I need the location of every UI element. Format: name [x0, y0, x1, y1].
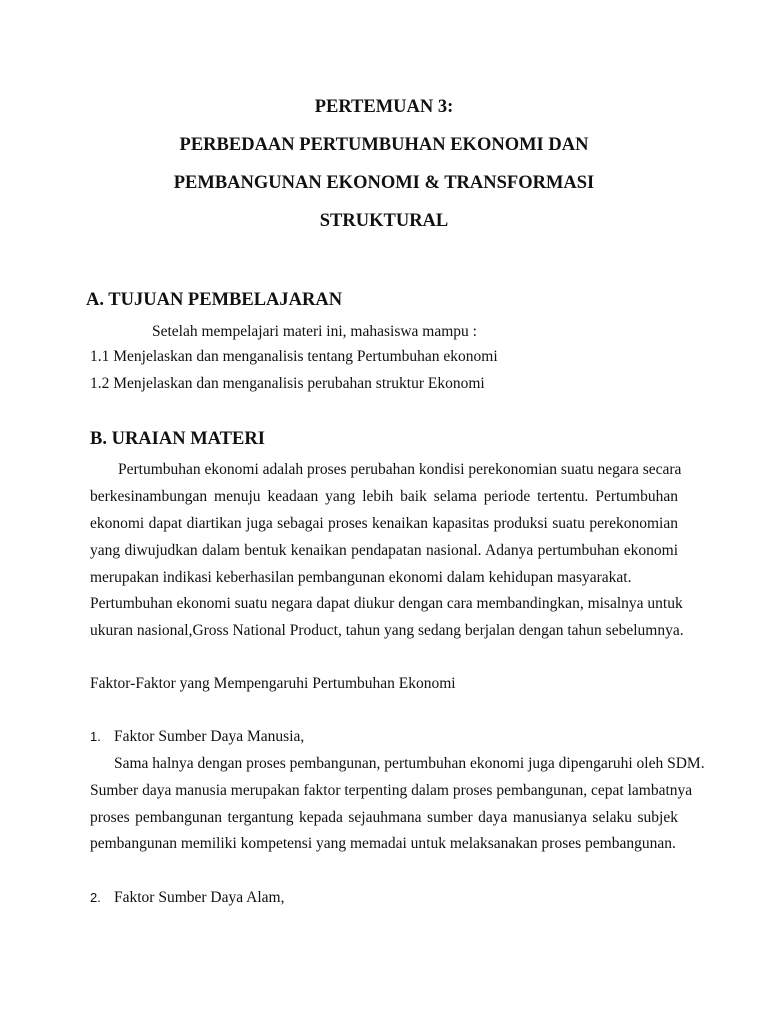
objective-item-2: 1.2 Menjelaskan dan menganalisis perubahan struktur Ekonomi: [90, 375, 485, 392]
factor-1-line: Sama halnya dengan proses pembangunan, pertumbuhan ekonomi juga dipengaruhi oleh SDM.: [114, 755, 705, 772]
factor-2-title-text: Faktor Sumber Daya Alam,: [114, 889, 285, 906]
factors-heading: Faktor-Faktor yang Mempengaruhi Pertumbuhan Ekonomi: [90, 675, 456, 692]
paragraph-line: Pertumbuhan ekonomi suatu negara dapat diukur dengan cara membandingkan, misalnya untuk: [90, 595, 683, 612]
section-b-heading: B. URAIAN MATERI: [90, 429, 265, 449]
paragraph-line: Pertumbuhan ekonomi adalah proses perubahan kondisi perekonomian suatu negara secara: [118, 461, 682, 478]
title-line-1: PERTEMUAN 3:: [314, 97, 454, 117]
paragraph-line: berkesinambungan menuju keadaan yang lebih baik selama periode tertentu. Pertumbuhan: [90, 488, 678, 505]
title-line-3: PEMBANGUNAN EKONOMI & TRANSFORMASI: [173, 173, 595, 193]
document-title: [0, 88, 768, 240]
title-line-2: PERBEDAAN PERTUMBUHAN EKONOMI DAN: [179, 135, 589, 155]
factor-1-line: Sumber daya manusia merupakan faktor terpenting dalam proses pembangunan, cepat lambatnya: [90, 782, 693, 799]
title-line-4: STRUKTURAL: [319, 211, 449, 231]
factor-1-line: proses pembangunan tergantung kepada sejauhmana sumber daya manusianya selaku subjek: [90, 809, 678, 826]
factor-1-title-text: Faktor Sumber Daya Manusia,: [114, 728, 305, 745]
paragraph-line: ukuran nasional,Gross National Product, tahun yang sedang berjalan dengan tahun sebelumnya.: [90, 622, 684, 639]
objective-item-1: 1.1 Menjelaskan dan menganalisis tentang Pertumbuhan ekonomi: [90, 348, 498, 365]
paragraph-line: ekonomi dapat diartikan juga sebagai proses kenaikan kapasitas produksi suatu perekonomian: [90, 515, 678, 532]
paragraph-line: merupakan indikasi keberhasilan pembangunan ekonomi dalam kehidupan masyarakat.: [90, 569, 632, 586]
factor-1-number: 1.: [90, 729, 101, 744]
section-a-heading: A. TUJUAN PEMBELAJARAN: [86, 290, 343, 310]
paragraph-line: yang diwujudkan dalam bentuk kenaikan pendapatan nasional. Adanya pertumbuhan ekonomi: [90, 542, 678, 559]
section-a-intro: Setelah mempelajari materi ini, mahasiswa mampu :: [152, 323, 477, 340]
factor-1-title: [90, 727, 304, 747]
factor-2-number: 2.: [90, 890, 101, 905]
factor-2-title: [90, 888, 284, 908]
factor-1-line: pembangunan memiliki kompetensi yang memadai untuk melaksanakan proses pembangunan.: [90, 835, 676, 852]
